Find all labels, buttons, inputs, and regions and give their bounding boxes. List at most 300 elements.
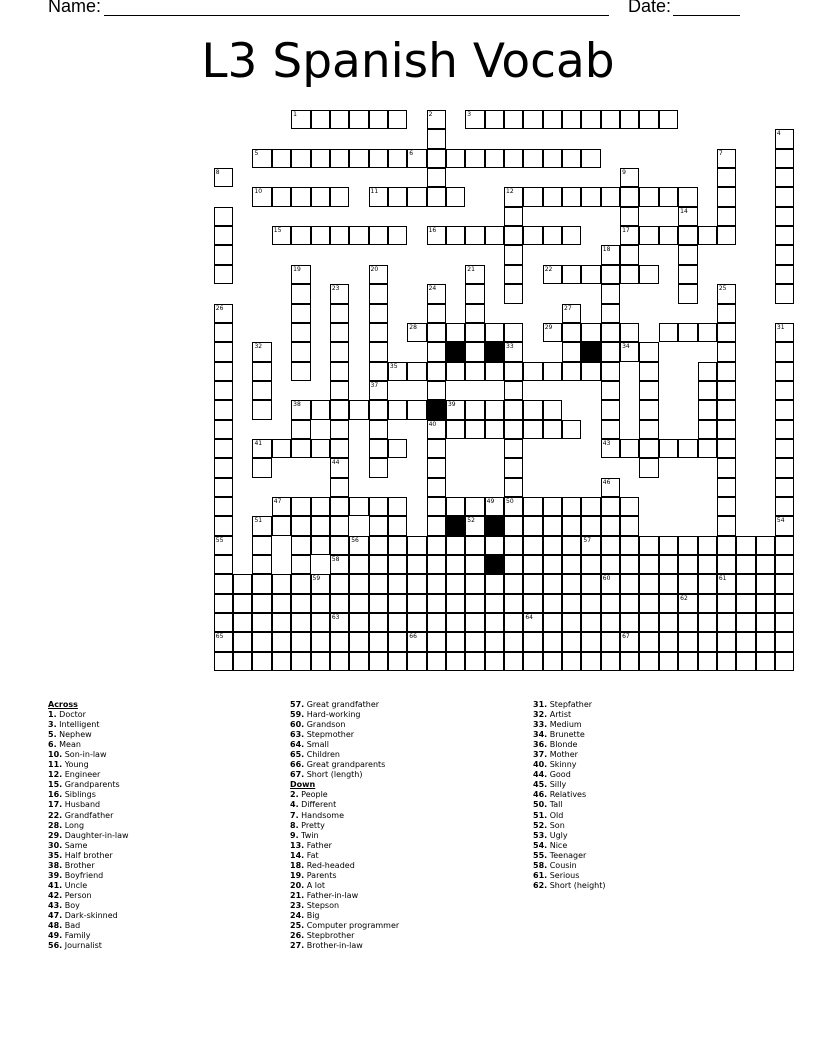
answer-cell[interactable]	[427, 536, 446, 555]
answer-cell[interactable]	[214, 304, 233, 323]
answer-cell[interactable]	[717, 304, 736, 323]
answer-cell[interactable]	[369, 381, 388, 400]
answer-cell[interactable]	[543, 362, 562, 381]
answer-cell[interactable]	[214, 555, 233, 574]
answer-cell[interactable]	[369, 400, 388, 419]
answer-cell[interactable]	[717, 420, 736, 439]
answer-cell[interactable]	[601, 304, 620, 323]
answer-cell[interactable]	[233, 632, 252, 651]
answer-cell[interactable]	[601, 400, 620, 419]
answer-cell[interactable]	[775, 458, 794, 477]
answer-cell[interactable]	[562, 420, 581, 439]
answer-cell[interactable]	[756, 574, 775, 593]
answer-cell[interactable]	[678, 187, 697, 206]
answer-cell[interactable]	[252, 342, 271, 361]
answer-cell[interactable]	[562, 265, 581, 284]
answer-cell[interactable]	[775, 632, 794, 651]
answer-cell[interactable]	[581, 265, 600, 284]
answer-cell[interactable]	[465, 110, 484, 129]
answer-cell[interactable]	[504, 400, 523, 419]
answer-cell[interactable]	[369, 458, 388, 477]
answer-cell[interactable]	[775, 265, 794, 284]
answer-cell[interactable]	[272, 149, 291, 168]
answer-cell[interactable]	[369, 304, 388, 323]
answer-cell[interactable]	[523, 652, 542, 671]
answer-cell[interactable]	[504, 245, 523, 264]
answer-cell[interactable]	[620, 207, 639, 226]
answer-cell[interactable]	[446, 632, 465, 651]
answer-cell[interactable]	[562, 362, 581, 381]
answer-cell[interactable]	[446, 400, 465, 419]
answer-cell[interactable]	[543, 497, 562, 516]
answer-cell[interactable]	[485, 226, 504, 245]
answer-cell[interactable]	[311, 613, 330, 632]
answer-cell[interactable]	[698, 574, 717, 593]
answer-cell[interactable]	[388, 149, 407, 168]
answer-cell[interactable]	[388, 497, 407, 516]
answer-cell[interactable]	[446, 652, 465, 671]
answer-cell[interactable]	[214, 497, 233, 516]
answer-cell[interactable]	[717, 439, 736, 458]
answer-cell[interactable]	[349, 632, 368, 651]
answer-cell[interactable]	[717, 168, 736, 187]
answer-cell[interactable]	[601, 632, 620, 651]
answer-cell[interactable]	[523, 536, 542, 555]
answer-cell[interactable]	[349, 110, 368, 129]
answer-cell[interactable]	[523, 226, 542, 245]
answer-cell[interactable]	[388, 536, 407, 555]
answer-cell[interactable]	[717, 149, 736, 168]
answer-cell[interactable]	[717, 632, 736, 651]
answer-cell[interactable]	[388, 652, 407, 671]
answer-cell[interactable]	[311, 536, 330, 555]
answer-cell[interactable]	[620, 516, 639, 535]
answer-cell[interactable]	[369, 613, 388, 632]
answer-cell[interactable]	[407, 362, 426, 381]
answer-cell[interactable]	[678, 574, 697, 593]
answer-cell[interactable]	[678, 284, 697, 303]
answer-cell[interactable]	[465, 516, 484, 535]
answer-cell[interactable]	[659, 632, 678, 651]
answer-cell[interactable]	[698, 536, 717, 555]
answer-cell[interactable]	[775, 497, 794, 516]
answer-cell[interactable]	[272, 652, 291, 671]
answer-cell[interactable]	[233, 574, 252, 593]
answer-cell[interactable]	[252, 516, 271, 535]
answer-cell[interactable]	[427, 304, 446, 323]
answer-cell[interactable]	[581, 555, 600, 574]
answer-cell[interactable]	[252, 652, 271, 671]
answer-cell[interactable]	[427, 168, 446, 187]
answer-cell[interactable]	[291, 323, 310, 342]
answer-cell[interactable]	[581, 497, 600, 516]
answer-cell[interactable]	[330, 652, 349, 671]
answer-cell[interactable]	[504, 187, 523, 206]
answer-cell[interactable]	[562, 187, 581, 206]
answer-cell[interactable]	[407, 574, 426, 593]
answer-cell[interactable]	[330, 323, 349, 342]
answer-cell[interactable]	[272, 594, 291, 613]
answer-cell[interactable]	[543, 536, 562, 555]
answer-cell[interactable]	[446, 323, 465, 342]
answer-cell[interactable]	[252, 400, 271, 419]
answer-cell[interactable]	[659, 110, 678, 129]
answer-cell[interactable]	[659, 187, 678, 206]
answer-cell[interactable]	[504, 284, 523, 303]
answer-cell[interactable]	[775, 149, 794, 168]
answer-cell[interactable]	[427, 497, 446, 516]
answer-cell[interactable]	[717, 323, 736, 342]
answer-cell[interactable]	[446, 187, 465, 206]
answer-cell[interactable]	[369, 439, 388, 458]
answer-cell[interactable]	[369, 265, 388, 284]
answer-cell[interactable]	[291, 536, 310, 555]
answer-cell[interactable]	[620, 652, 639, 671]
answer-cell[interactable]	[620, 187, 639, 206]
answer-cell[interactable]	[252, 613, 271, 632]
answer-cell[interactable]	[562, 594, 581, 613]
answer-cell[interactable]	[601, 284, 620, 303]
answer-cell[interactable]	[465, 613, 484, 632]
answer-cell[interactable]	[562, 304, 581, 323]
answer-cell[interactable]	[775, 420, 794, 439]
answer-cell[interactable]	[427, 555, 446, 574]
answer-cell[interactable]	[291, 187, 310, 206]
answer-cell[interactable]	[446, 149, 465, 168]
answer-cell[interactable]	[214, 478, 233, 497]
answer-cell[interactable]	[601, 652, 620, 671]
answer-cell[interactable]	[717, 400, 736, 419]
answer-cell[interactable]	[330, 555, 349, 574]
answer-cell[interactable]	[601, 555, 620, 574]
answer-cell[interactable]	[388, 555, 407, 574]
answer-cell[interactable]	[775, 226, 794, 245]
answer-cell[interactable]	[369, 187, 388, 206]
answer-cell[interactable]	[639, 439, 658, 458]
answer-cell[interactable]	[291, 400, 310, 419]
answer-cell[interactable]	[717, 284, 736, 303]
answer-cell[interactable]	[639, 652, 658, 671]
answer-cell[interactable]	[698, 555, 717, 574]
answer-cell[interactable]	[562, 516, 581, 535]
answer-cell[interactable]	[698, 381, 717, 400]
answer-cell[interactable]	[543, 632, 562, 651]
answer-cell[interactable]	[388, 439, 407, 458]
answer-cell[interactable]	[504, 497, 523, 516]
answer-cell[interactable]	[272, 497, 291, 516]
answer-cell[interactable]	[698, 594, 717, 613]
answer-cell[interactable]	[214, 362, 233, 381]
answer-cell[interactable]	[639, 458, 658, 477]
answer-cell[interactable]	[214, 168, 233, 187]
answer-cell[interactable]	[330, 420, 349, 439]
answer-cell[interactable]	[543, 594, 562, 613]
answer-cell[interactable]	[620, 632, 639, 651]
answer-cell[interactable]	[214, 632, 233, 651]
answer-cell[interactable]	[717, 613, 736, 632]
answer-cell[interactable]	[427, 323, 446, 342]
answer-cell[interactable]	[349, 594, 368, 613]
answer-cell[interactable]	[717, 478, 736, 497]
answer-cell[interactable]	[214, 400, 233, 419]
answer-cell[interactable]	[601, 420, 620, 439]
answer-cell[interactable]	[620, 613, 639, 632]
answer-cell[interactable]	[291, 265, 310, 284]
answer-cell[interactable]	[446, 613, 465, 632]
answer-cell[interactable]	[639, 226, 658, 245]
answer-cell[interactable]	[330, 362, 349, 381]
answer-cell[interactable]	[252, 439, 271, 458]
answer-cell[interactable]	[736, 652, 755, 671]
answer-cell[interactable]	[446, 574, 465, 593]
answer-cell[interactable]	[252, 381, 271, 400]
answer-cell[interactable]	[485, 574, 504, 593]
answer-cell[interactable]	[523, 574, 542, 593]
answer-cell[interactable]	[427, 458, 446, 477]
answer-cell[interactable]	[311, 632, 330, 651]
answer-cell[interactable]	[311, 226, 330, 245]
answer-cell[interactable]	[407, 323, 426, 342]
answer-cell[interactable]	[291, 226, 310, 245]
answer-cell[interactable]	[601, 323, 620, 342]
answer-cell[interactable]	[369, 555, 388, 574]
answer-cell[interactable]	[601, 516, 620, 535]
answer-cell[interactable]	[620, 323, 639, 342]
answer-cell[interactable]	[601, 265, 620, 284]
answer-cell[interactable]	[311, 187, 330, 206]
answer-cell[interactable]	[543, 613, 562, 632]
answer-cell[interactable]	[601, 381, 620, 400]
answer-cell[interactable]	[214, 613, 233, 632]
answer-cell[interactable]	[620, 594, 639, 613]
answer-cell[interactable]	[214, 516, 233, 535]
answer-cell[interactable]	[272, 613, 291, 632]
answer-cell[interactable]	[620, 168, 639, 187]
answer-cell[interactable]	[291, 284, 310, 303]
answer-cell[interactable]	[504, 323, 523, 342]
answer-cell[interactable]	[291, 304, 310, 323]
answer-cell[interactable]	[407, 555, 426, 574]
answer-cell[interactable]	[504, 652, 523, 671]
answer-cell[interactable]	[601, 342, 620, 361]
answer-cell[interactable]	[485, 594, 504, 613]
answer-cell[interactable]	[775, 342, 794, 361]
answer-cell[interactable]	[330, 439, 349, 458]
answer-cell[interactable]	[775, 323, 794, 342]
answer-cell[interactable]	[639, 362, 658, 381]
answer-cell[interactable]	[698, 400, 717, 419]
answer-cell[interactable]	[330, 574, 349, 593]
answer-cell[interactable]	[214, 245, 233, 264]
answer-cell[interactable]	[639, 555, 658, 574]
answer-cell[interactable]	[252, 574, 271, 593]
answer-cell[interactable]	[562, 497, 581, 516]
answer-cell[interactable]	[504, 342, 523, 361]
answer-cell[interactable]	[562, 342, 581, 361]
answer-cell[interactable]	[427, 439, 446, 458]
answer-cell[interactable]	[311, 439, 330, 458]
answer-cell[interactable]	[659, 323, 678, 342]
answer-cell[interactable]	[523, 187, 542, 206]
answer-cell[interactable]	[233, 594, 252, 613]
answer-cell[interactable]	[427, 149, 446, 168]
answer-cell[interactable]	[330, 226, 349, 245]
answer-cell[interactable]	[252, 149, 271, 168]
answer-cell[interactable]	[581, 574, 600, 593]
answer-cell[interactable]	[330, 516, 349, 535]
answer-cell[interactable]	[330, 342, 349, 361]
answer-cell[interactable]	[330, 149, 349, 168]
answer-cell[interactable]	[369, 632, 388, 651]
answer-cell[interactable]	[581, 323, 600, 342]
answer-cell[interactable]	[427, 226, 446, 245]
answer-cell[interactable]	[446, 226, 465, 245]
answer-cell[interactable]	[620, 555, 639, 574]
answer-cell[interactable]	[214, 323, 233, 342]
answer-cell[interactable]	[330, 478, 349, 497]
answer-cell[interactable]	[465, 497, 484, 516]
answer-cell[interactable]	[504, 632, 523, 651]
answer-cell[interactable]	[639, 265, 658, 284]
answer-cell[interactable]	[427, 362, 446, 381]
answer-cell[interactable]	[272, 632, 291, 651]
answer-cell[interactable]	[369, 284, 388, 303]
answer-cell[interactable]	[465, 362, 484, 381]
answer-cell[interactable]	[620, 439, 639, 458]
answer-cell[interactable]	[717, 574, 736, 593]
answer-cell[interactable]	[601, 613, 620, 632]
answer-cell[interactable]	[717, 226, 736, 245]
answer-cell[interactable]	[562, 323, 581, 342]
answer-cell[interactable]	[349, 226, 368, 245]
answer-cell[interactable]	[736, 536, 755, 555]
answer-cell[interactable]	[581, 613, 600, 632]
answer-cell[interactable]	[717, 207, 736, 226]
answer-cell[interactable]	[504, 362, 523, 381]
answer-cell[interactable]	[369, 536, 388, 555]
answer-cell[interactable]	[659, 613, 678, 632]
answer-cell[interactable]	[601, 245, 620, 264]
answer-cell[interactable]	[775, 652, 794, 671]
answer-cell[interactable]	[388, 400, 407, 419]
answer-cell[interactable]	[388, 110, 407, 129]
answer-cell[interactable]	[717, 652, 736, 671]
answer-cell[interactable]	[311, 149, 330, 168]
answer-cell[interactable]	[427, 632, 446, 651]
answer-cell[interactable]	[523, 420, 542, 439]
answer-cell[interactable]	[311, 652, 330, 671]
answer-cell[interactable]	[775, 536, 794, 555]
answer-cell[interactable]	[717, 381, 736, 400]
answer-cell[interactable]	[233, 652, 252, 671]
answer-cell[interactable]	[272, 187, 291, 206]
answer-cell[interactable]	[485, 420, 504, 439]
answer-cell[interactable]	[678, 226, 697, 245]
answer-cell[interactable]	[485, 536, 504, 555]
answer-cell[interactable]	[620, 536, 639, 555]
answer-cell[interactable]	[369, 342, 388, 361]
answer-cell[interactable]	[736, 574, 755, 593]
answer-cell[interactable]	[562, 574, 581, 593]
answer-cell[interactable]	[291, 555, 310, 574]
answer-cell[interactable]	[523, 400, 542, 419]
answer-cell[interactable]	[272, 226, 291, 245]
answer-cell[interactable]	[678, 207, 697, 226]
answer-cell[interactable]	[775, 400, 794, 419]
answer-cell[interactable]	[543, 516, 562, 535]
answer-cell[interactable]	[601, 574, 620, 593]
answer-cell[interactable]	[775, 207, 794, 226]
answer-cell[interactable]	[291, 420, 310, 439]
answer-cell[interactable]	[369, 420, 388, 439]
answer-cell[interactable]	[446, 594, 465, 613]
answer-cell[interactable]	[349, 613, 368, 632]
answer-cell[interactable]	[562, 652, 581, 671]
answer-cell[interactable]	[407, 632, 426, 651]
answer-cell[interactable]	[465, 226, 484, 245]
answer-cell[interactable]	[349, 149, 368, 168]
answer-cell[interactable]	[311, 594, 330, 613]
answer-cell[interactable]	[291, 652, 310, 671]
answer-cell[interactable]	[698, 439, 717, 458]
answer-cell[interactable]	[775, 516, 794, 535]
answer-cell[interactable]	[504, 110, 523, 129]
answer-cell[interactable]	[717, 594, 736, 613]
answer-cell[interactable]	[427, 342, 446, 361]
answer-cell[interactable]	[756, 555, 775, 574]
answer-cell[interactable]	[465, 342, 484, 361]
answer-cell[interactable]	[504, 516, 523, 535]
answer-cell[interactable]	[543, 265, 562, 284]
answer-cell[interactable]	[465, 652, 484, 671]
answer-cell[interactable]	[427, 381, 446, 400]
answer-cell[interactable]	[736, 555, 755, 574]
answer-cell[interactable]	[698, 226, 717, 245]
answer-cell[interactable]	[214, 574, 233, 593]
answer-cell[interactable]	[581, 632, 600, 651]
answer-cell[interactable]	[427, 478, 446, 497]
answer-cell[interactable]	[465, 420, 484, 439]
answer-cell[interactable]	[214, 381, 233, 400]
answer-cell[interactable]	[388, 187, 407, 206]
answer-cell[interactable]	[330, 304, 349, 323]
answer-cell[interactable]	[504, 594, 523, 613]
answer-cell[interactable]	[504, 265, 523, 284]
answer-cell[interactable]	[562, 536, 581, 555]
answer-cell[interactable]	[620, 226, 639, 245]
answer-cell[interactable]	[523, 594, 542, 613]
answer-cell[interactable]	[698, 613, 717, 632]
answer-cell[interactable]	[678, 555, 697, 574]
answer-cell[interactable]	[659, 439, 678, 458]
answer-cell[interactable]	[465, 149, 484, 168]
answer-cell[interactable]	[639, 574, 658, 593]
answer-cell[interactable]	[562, 149, 581, 168]
answer-cell[interactable]	[523, 555, 542, 574]
answer-cell[interactable]	[639, 594, 658, 613]
answer-cell[interactable]	[427, 187, 446, 206]
answer-cell[interactable]	[601, 362, 620, 381]
answer-cell[interactable]	[659, 226, 678, 245]
answer-cell[interactable]	[736, 632, 755, 651]
answer-cell[interactable]	[504, 613, 523, 632]
answer-cell[interactable]	[407, 652, 426, 671]
answer-cell[interactable]	[214, 594, 233, 613]
answer-cell[interactable]	[581, 110, 600, 129]
answer-cell[interactable]	[369, 574, 388, 593]
answer-cell[interactable]	[252, 555, 271, 574]
answer-cell[interactable]	[581, 594, 600, 613]
